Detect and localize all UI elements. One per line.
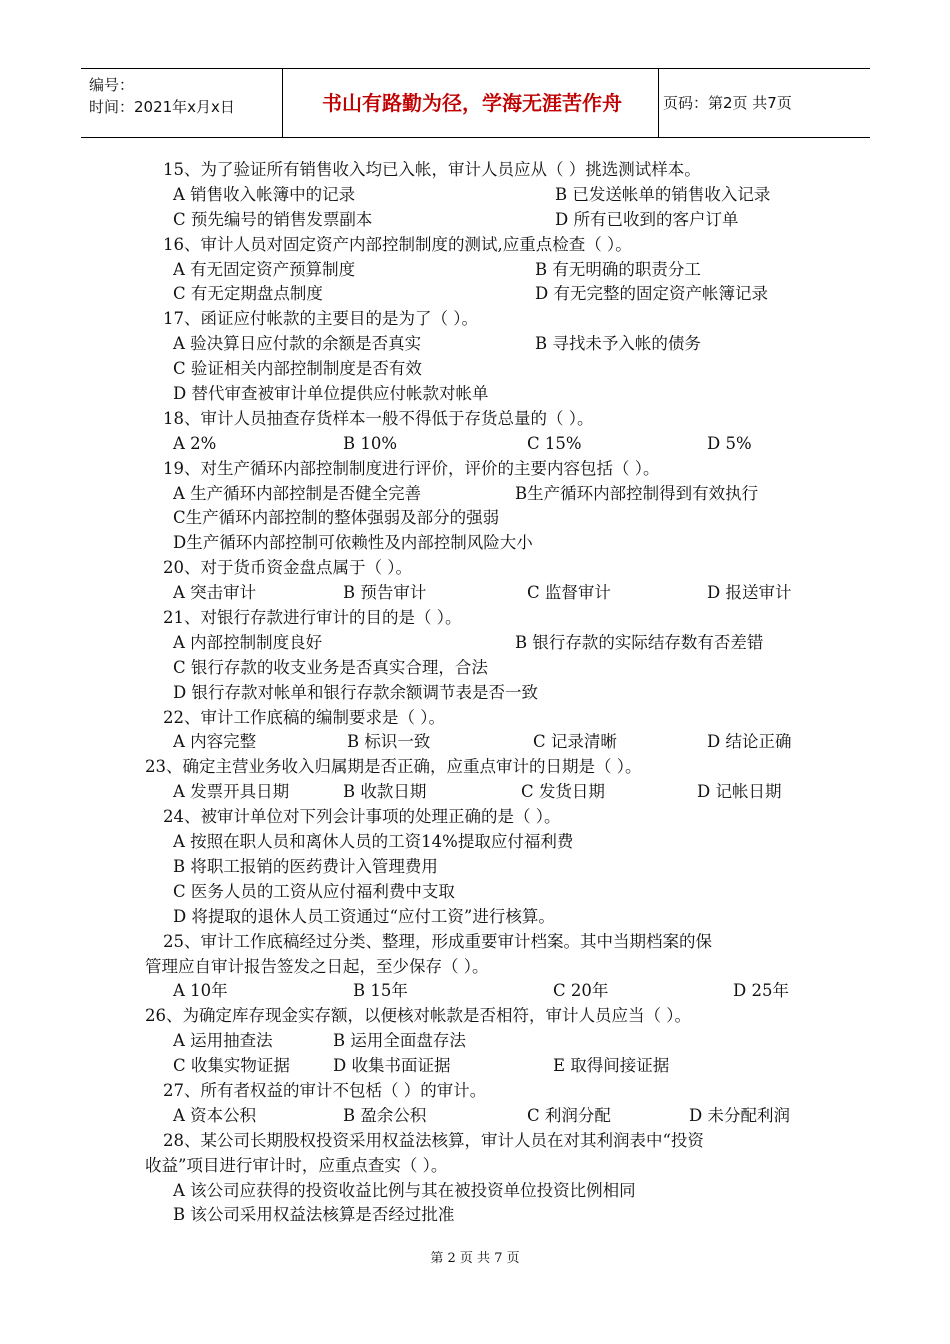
- text-line: [145, 482, 815, 507]
- text-line: [145, 382, 815, 407]
- text-line: [145, 730, 815, 755]
- text-segment: A 内部控制制度良好: [173, 632, 323, 652]
- text-segment: 23、确定主营业务收入归属期是否正确，应重点审计的日期是（ ）。: [145, 757, 642, 777]
- text-line: [145, 183, 815, 208]
- text-segment: D 5%: [707, 433, 752, 453]
- page-header: [81, 68, 870, 138]
- text-segment: C 收集实物证据: [173, 1056, 290, 1076]
- text-line: [145, 1054, 815, 1079]
- text-line: [145, 158, 815, 183]
- text-segment: 26、为确定库存现金实存额，以便核对帐款是否相符，审计人员应当（ ）。: [145, 1006, 691, 1026]
- text-segment: A 内容完整: [173, 732, 257, 752]
- text-segment: 18、审计人员抽查存货样本一般不得低于存货总量的（ ）。: [163, 408, 594, 428]
- text-segment: 24、被审计单位对下列会计事项的处理正确的是（ ）。: [163, 807, 561, 827]
- text-segment: D 替代审查被审计单位提供应付帐款对帐单: [173, 384, 489, 404]
- text-line: [145, 1203, 815, 1228]
- text-segment: 22、审计工作底稿的编制要求是（ ）。: [163, 707, 445, 727]
- text-segment: D 记帐日期: [697, 782, 782, 802]
- text-line: [145, 1104, 815, 1129]
- text-line: [145, 905, 815, 930]
- text-line: [145, 506, 815, 531]
- text-line: [145, 208, 815, 233]
- text-line: [145, 979, 815, 1004]
- text-segment: A 2%: [173, 433, 217, 453]
- text-segment: B 银行存款的实际结存数有否差错: [515, 632, 764, 652]
- text-segment: A 资本公积: [173, 1105, 257, 1125]
- text-line: [145, 1129, 815, 1154]
- text-line: [145, 282, 815, 307]
- text-segment: E 取得间接证据: [553, 1056, 670, 1076]
- question-list: [145, 158, 815, 1228]
- text-segment: D 结论正确: [707, 732, 792, 752]
- text-segment: D 银行存款对帐单和银行存款余额调节表是否一致: [173, 682, 538, 702]
- text-line: [145, 930, 815, 955]
- text-line: [145, 1004, 815, 1029]
- text-segment: D 所有已收到的客户订单: [555, 209, 739, 229]
- text-line: [145, 332, 815, 357]
- text-line: [145, 457, 815, 482]
- text-segment: C 有无定期盘点制度: [173, 284, 323, 304]
- text-line: [145, 706, 815, 731]
- text-segment: D 报送审计: [707, 583, 792, 603]
- text-segment: C 发货日期: [521, 782, 605, 802]
- text-segment: B 运用全面盘存法: [333, 1031, 466, 1051]
- text-segment: B 10%: [343, 433, 398, 453]
- header-divider: [282, 69, 283, 137]
- text-segment: C生产循环内部控制的整体强弱及部分的强弱: [173, 508, 500, 528]
- header-info: [89, 74, 235, 118]
- text-line: [145, 631, 815, 656]
- text-segment: C 利润分配: [527, 1105, 611, 1125]
- text-segment: A 10年: [173, 981, 228, 1001]
- text-segment: D生产循环内部控制可依赖性及内部控制风险大小: [173, 533, 533, 553]
- text-segment: A 运用抽查法: [173, 1031, 273, 1051]
- text-segment: A 按照在职人员和离休人员的工资14%提取应付福利费: [173, 832, 574, 852]
- text-segment: 27、所有者权益的审计不包栝（ ）的审计。: [163, 1080, 487, 1100]
- text-line: [145, 780, 815, 805]
- text-segment: A 验决算日应付款的余额是否真实: [173, 334, 422, 354]
- text-line: [145, 407, 815, 432]
- text-segment: B生产循环内部控制得到有效执行: [515, 483, 759, 503]
- text-line: [145, 531, 815, 556]
- text-segment: D 25年: [733, 981, 789, 1001]
- text-segment: C 验证相关内部控制制度是否有效: [173, 359, 422, 379]
- text-segment: A 该公司应获得的投资收益比例与其在被投资单位投资比例相同: [173, 1180, 636, 1200]
- text-segment: B 已发送帐单的销售收入记录: [555, 184, 771, 204]
- text-line: [145, 606, 815, 631]
- text-segment: 16、审计人员对固定资产内部控制制度的测试,应重点检查（ ）。: [163, 234, 632, 254]
- text-line: [145, 656, 815, 681]
- text-line: [145, 1154, 815, 1179]
- header-motto: 书山有路勤为径，学海无涯苦作舟: [322, 91, 622, 115]
- text-segment: D 未分配利润: [689, 1105, 790, 1125]
- text-line: [145, 955, 815, 980]
- text-line: [145, 258, 815, 283]
- text-segment: 21、对银行存款进行审计的目的是（ ）。: [163, 608, 462, 628]
- text-segment: B 盈余公积: [343, 1105, 427, 1125]
- text-segment: 15、为了验证所有销售收入均已入帐，审计人员应从（ ）挑选测试样本。: [163, 160, 701, 179]
- text-line: [145, 357, 815, 382]
- page-footer: 第 2 页 共 7 页: [430, 1251, 520, 1266]
- text-segment: 19、对生产循环内部控制制度进行评价，评价的主要内容包括（ ）。: [163, 458, 660, 478]
- text-line: [145, 830, 815, 855]
- text-line: [145, 1079, 815, 1104]
- text-segment: B 将职工报销的医药费计入管理费用: [173, 856, 438, 876]
- text-segment: B 寻找未予入帐的债务: [535, 334, 701, 354]
- text-line: [145, 432, 815, 457]
- text-segment: B 收款日期: [343, 782, 427, 802]
- text-segment: C 预先编号的销售发票副本: [173, 209, 373, 229]
- text-segment: D 有无完整的固定资产帐簿记录: [535, 284, 768, 304]
- text-segment: C 15%: [527, 433, 582, 453]
- header-page-label: 页码：第2页 共7页: [663, 94, 792, 112]
- text-segment: B 有无明确的职责分工: [535, 259, 701, 279]
- text-segment: 28、某公司长期股权投资采用权益法核算，审计人员在对其利润表中“投资: [163, 1130, 704, 1150]
- text-segment: A 销售收入帐簿中的记录: [173, 184, 356, 204]
- text-line: [145, 233, 815, 258]
- text-line: [145, 880, 815, 905]
- text-segment: B 15年: [353, 981, 408, 1001]
- text-line: [145, 556, 815, 581]
- text-segment: 收益”项目进行审计时，应重点查实（ ）。: [145, 1155, 448, 1175]
- text-segment: 管理应自审计报告签发之日起，至少保存（ ）。: [145, 956, 489, 976]
- text-segment: 25、审计工作底稿经过分类、整理，形成重要审计档案。其中当期档案的保: [163, 931, 712, 951]
- doc-number-label: 编号：: [89, 76, 135, 94]
- text-segment: B 标识一致: [347, 732, 431, 752]
- text-line: [145, 855, 815, 880]
- text-segment: A 生产循环内部控制是否健全完善: [173, 483, 422, 503]
- text-segment: A 有无固定资产预算制度: [173, 259, 356, 279]
- doc-time-label: 时间：2021年x月x日: [89, 98, 235, 116]
- text-line: [145, 581, 815, 606]
- text-segment: 20、对于货币资金盘点属于（ ）。: [163, 558, 412, 578]
- text-segment: B 该公司采用权益法核算是否经过批准: [173, 1205, 455, 1225]
- header-divider: [658, 69, 659, 137]
- text-line: [145, 755, 815, 780]
- text-segment: C 医务人员的工资从应付福利费中支取: [173, 881, 455, 901]
- text-segment: D 将提取的退休人员工资通过“应付工资”进行核算。: [173, 906, 555, 926]
- text-line: [145, 805, 815, 830]
- text-segment: A 发票开具日期: [173, 782, 290, 802]
- text-segment: A 突击审计: [173, 583, 257, 603]
- text-line: [145, 1179, 815, 1204]
- text-segment: D 收集书面证据: [333, 1056, 451, 1076]
- text-segment: C 监督审计: [527, 583, 611, 603]
- text-segment: B 预告审计: [343, 583, 427, 603]
- text-segment: 17、函证应付帐款的主要目的是为了（ ）。: [163, 309, 478, 329]
- text-segment: C 银行存款的收支业务是否真实合理，合法: [173, 657, 488, 677]
- text-segment: C 20年: [553, 981, 609, 1001]
- text-segment: C 记录清晰: [533, 732, 617, 752]
- text-line: [145, 1029, 815, 1054]
- text-line: [145, 307, 815, 332]
- text-line: [145, 681, 815, 706]
